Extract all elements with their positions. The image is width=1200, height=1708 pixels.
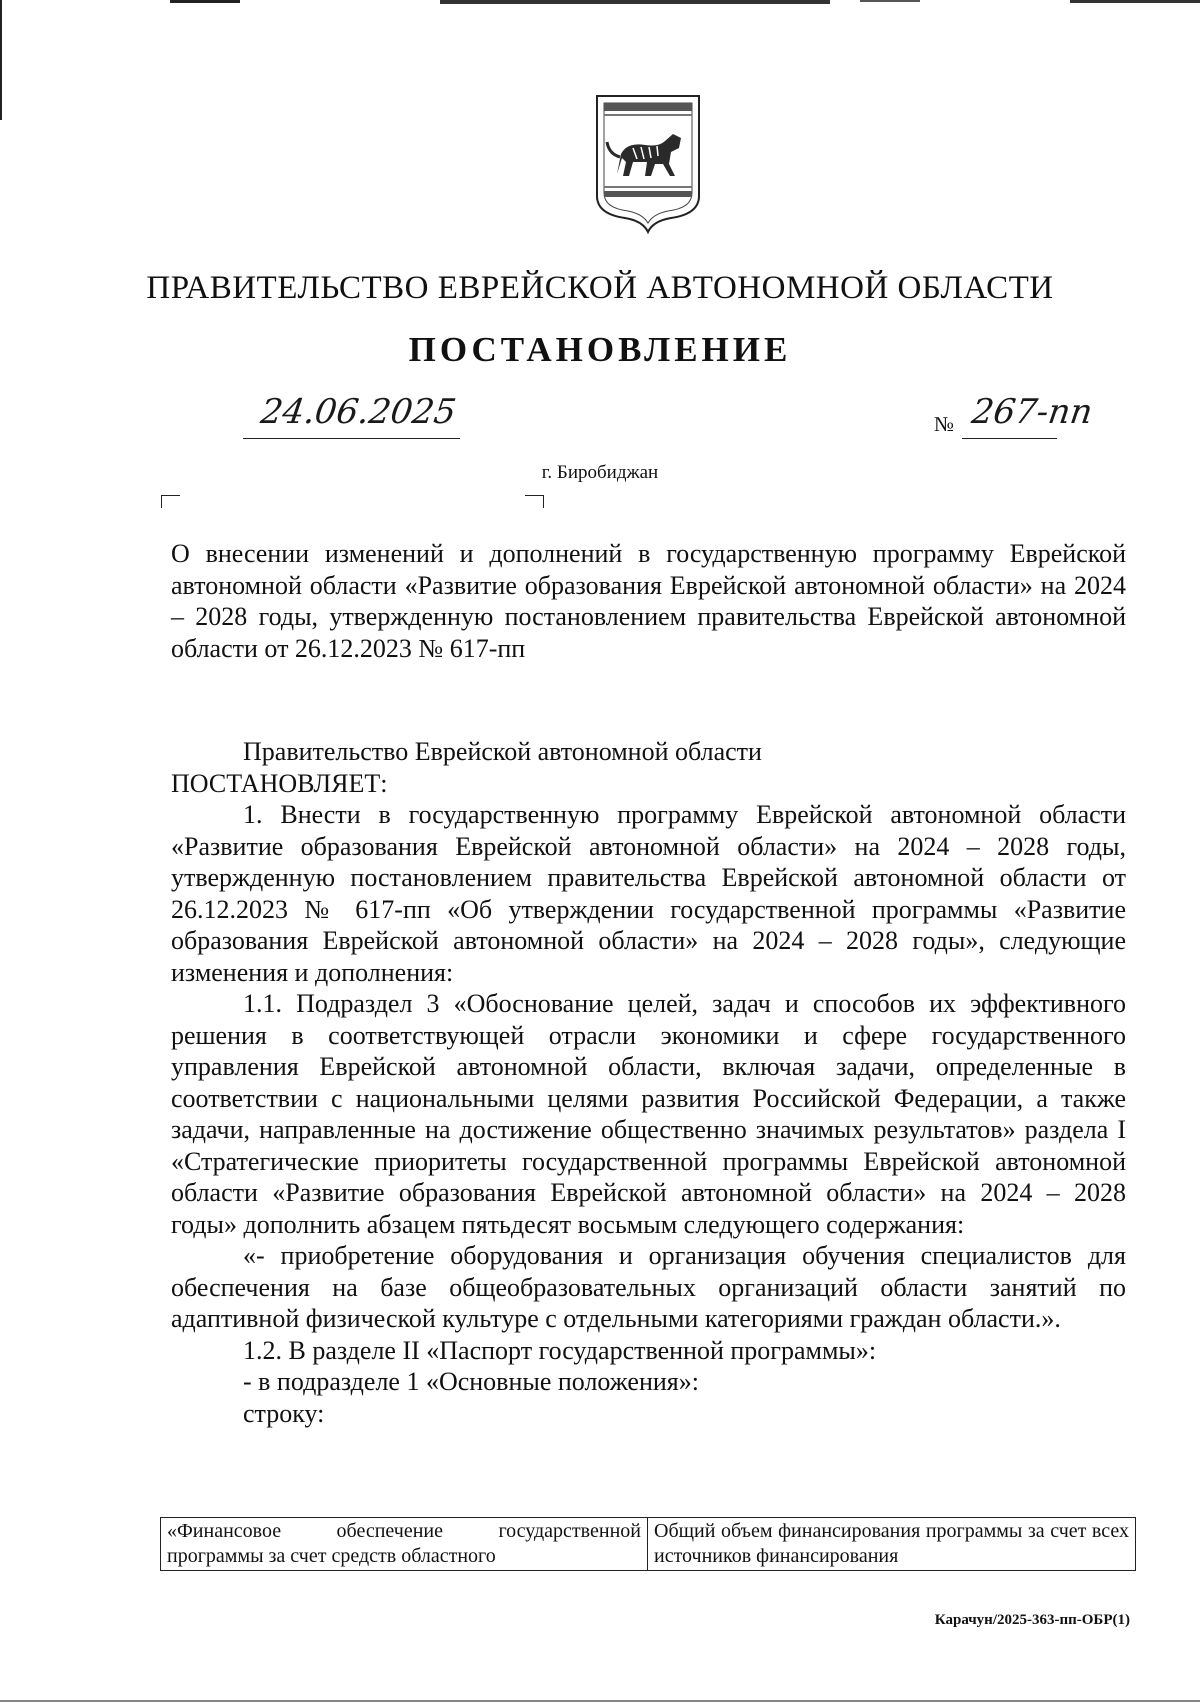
row-word: строку: bbox=[243, 1398, 325, 1428]
paragraph-1: 1. Внести в государственную программу Еврейской автономной области «Развитие образования Еврейской автономной области» на 2024 – 2028 годы, утвержденную постановлением правительства Еврейской автономной области от 26.12.2023 № 617-пп «Об утверждении государственной программы «Развитие образования Еврейской автономной области» на 2024 – 2028 годы», следующие изменения и дополнения: bbox=[171, 800, 1126, 987]
scan-edge-bottom bbox=[0, 1700, 1200, 1702]
document-type-heading: ПОСТАНОВЛЕНИЕ bbox=[408, 330, 792, 369]
coat-of-arms-icon bbox=[593, 92, 703, 234]
city-name: г. Биробиджан bbox=[541, 462, 659, 483]
table-row bbox=[161, 1518, 1136, 1571]
number-sign: № bbox=[934, 412, 955, 436]
paragraph-1-2: 1.2. В разделе II «Паспорт государственной программы»: bbox=[243, 1335, 877, 1365]
scan-noise-top bbox=[170, 0, 1200, 10]
quoted-paragraph: «- приобретение оборудования и организация обучения специалистов для обеспечения на базе общеобразовательных организаций области занятий по адаптивной физической культуре с отдельными категориями граждан области.». bbox=[171, 1241, 1126, 1333]
resolves-line: ПОСТАНОВЛЯЕТ: bbox=[171, 768, 388, 798]
number-field bbox=[962, 392, 1095, 439]
subsection-line: - в подразделе 1 «Основные положения»: bbox=[243, 1367, 699, 1396]
table-cell-right: Общий объем финансирования программы за счет всех источников финансирования bbox=[648, 1518, 1136, 1571]
date-field bbox=[243, 392, 460, 439]
authority-line: Правительство Еврейской автономной области bbox=[243, 737, 762, 766]
paragraph-1-1: 1.1. Подраздел 3 «Обоснование целей, задач и способов их эффективного решения в соответствующей отрасли экономики и сфере государственного управления Еврейской автономной области, включая задачи, определенные в соответствии с национальными целями развития Российской Федерации, а также задачи, направленные на достижение общественно значимых результатов» раздела I «Стратегические приоритеты государственной программы Еврейской автономной области «Развитие образования Еврейской автономной области» на 2024 – 2028 годы» дополнить абзацем пятьдесят восьмым следующего содержания: bbox=[171, 989, 1126, 1239]
document-title bbox=[171, 538, 1126, 664]
title-bracket-right bbox=[525, 495, 544, 508]
funding-table bbox=[160, 1517, 1136, 1571]
scan-edge-left bbox=[0, 0, 2, 120]
handwritten-date: 24.06.2025 bbox=[258, 392, 459, 432]
title-text: О внесении изменений и дополнений в государственную программу Еврейской автономной области «Развитие образования Еврейской автономной области» на 2024 – 2028 годы, утвержденную постановлением правительства Еврейской автономной области от 26.12.2023 № 617-пп bbox=[171, 539, 1126, 663]
handwritten-number: 267-пп bbox=[969, 392, 1095, 432]
table-cell-left: «Финансовое обеспечение государственной программы за счет средств областного bbox=[161, 1518, 648, 1571]
document-body bbox=[171, 736, 1126, 1429]
government-name: ПРАВИТЕЛЬСТВО ЕВРЕЙСКОЙ АВТОНОМНОЙ ОБЛАСТИ bbox=[146, 270, 1054, 306]
title-bracket-left bbox=[161, 495, 180, 508]
document-code: Карачун/2025-363-пп-ОБР(1) bbox=[934, 1612, 1130, 1628]
